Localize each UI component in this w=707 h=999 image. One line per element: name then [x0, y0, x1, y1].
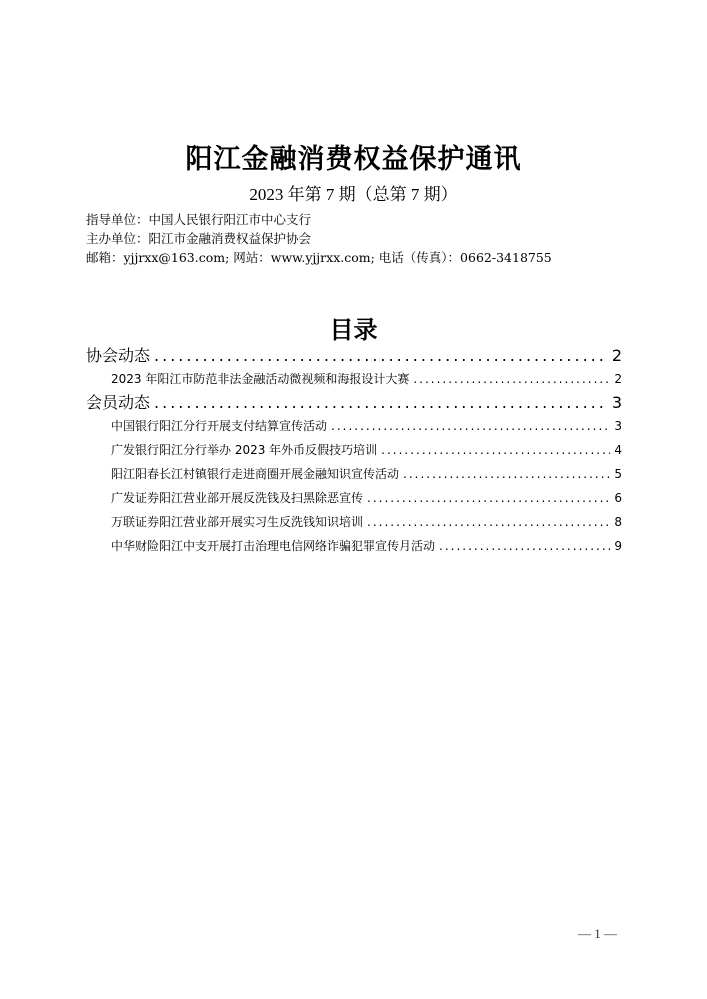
toc-dot-leader: [403, 462, 610, 486]
toc-entry[interactable]: [86, 344, 622, 367]
toc-entry-label: 会员动态: [86, 393, 151, 412]
toc-dot-leader: [381, 438, 610, 462]
toc-page-number: 6: [614, 491, 622, 505]
toc-entry[interactable]: [86, 510, 622, 534]
toc-dot-leader: [367, 486, 610, 510]
toc-entry[interactable]: [86, 462, 622, 486]
toc-dot-leader: [413, 367, 610, 391]
toc-page-number: 8: [614, 515, 622, 529]
toc-entry[interactable]: [86, 534, 622, 558]
newsletter-title: 阳江金融消费权益保护通讯: [185, 144, 522, 175]
toc-page-number: 3: [614, 419, 622, 433]
toc-entry-label: 2023 年阳江市防范非法金融活动微视频和海报设计大赛: [111, 372, 410, 386]
page-footer-number: — 1 —: [578, 926, 617, 941]
toc-page-number: 5: [614, 467, 622, 481]
guidance-unit: 指导单位：中国人民银行阳江市中心支行: [86, 212, 312, 227]
toc-page-number: 4: [614, 443, 622, 457]
host-unit: 主办单位：阳江市金融消费权益保护协会: [86, 231, 312, 246]
toc-dot-leader: [331, 414, 610, 438]
toc-entry[interactable]: [86, 486, 622, 510]
toc-entry-label: 协会动态: [86, 346, 151, 365]
issue-number: 2023 年第 7 期（总第 7 期）: [249, 185, 458, 204]
toc-heading: 目录: [329, 316, 378, 344]
toc-entry-label: 阳江阳春长江村镇银行走进商圈开展金融知识宣传活动: [111, 467, 400, 481]
contact-info: 邮箱：yjjrxx@163.com; 网站：www.yjjrxx.com; 电话（传真）：0662-3418755: [86, 250, 552, 265]
toc-dot-leader: [154, 391, 608, 414]
toc-entry-label: 广发银行阳江分行举办 2023 年外币反假技巧培训: [111, 443, 378, 457]
toc-entry[interactable]: [86, 391, 622, 414]
toc-dot-leader: [367, 510, 610, 534]
toc-entry-label: 中华财险阳江中支开展打击治理电信网络诈骗犯罪宣传月活动: [111, 539, 436, 553]
toc-page-number: 9: [614, 539, 622, 553]
toc-entry-label: 万联证券阳江营业部开展实习生反洗钱知识培训: [111, 515, 364, 529]
toc-entry[interactable]: [86, 414, 622, 438]
toc-entry-label: 广发证券阳江营业部开展反洗钱及扫黑除恶宣传: [111, 491, 364, 505]
toc-dot-leader: [154, 344, 608, 367]
toc-dot-leader: [439, 534, 610, 558]
toc-page-number: 2: [614, 372, 622, 386]
toc-page-number: 2: [611, 346, 622, 365]
toc-entry-label: 中国银行阳江分行开展支付结算宣传活动: [111, 419, 328, 433]
toc-entry[interactable]: [86, 367, 622, 391]
toc-page-number: 3: [611, 393, 622, 412]
toc-entry[interactable]: [86, 438, 622, 462]
table-of-contents: [86, 344, 622, 558]
